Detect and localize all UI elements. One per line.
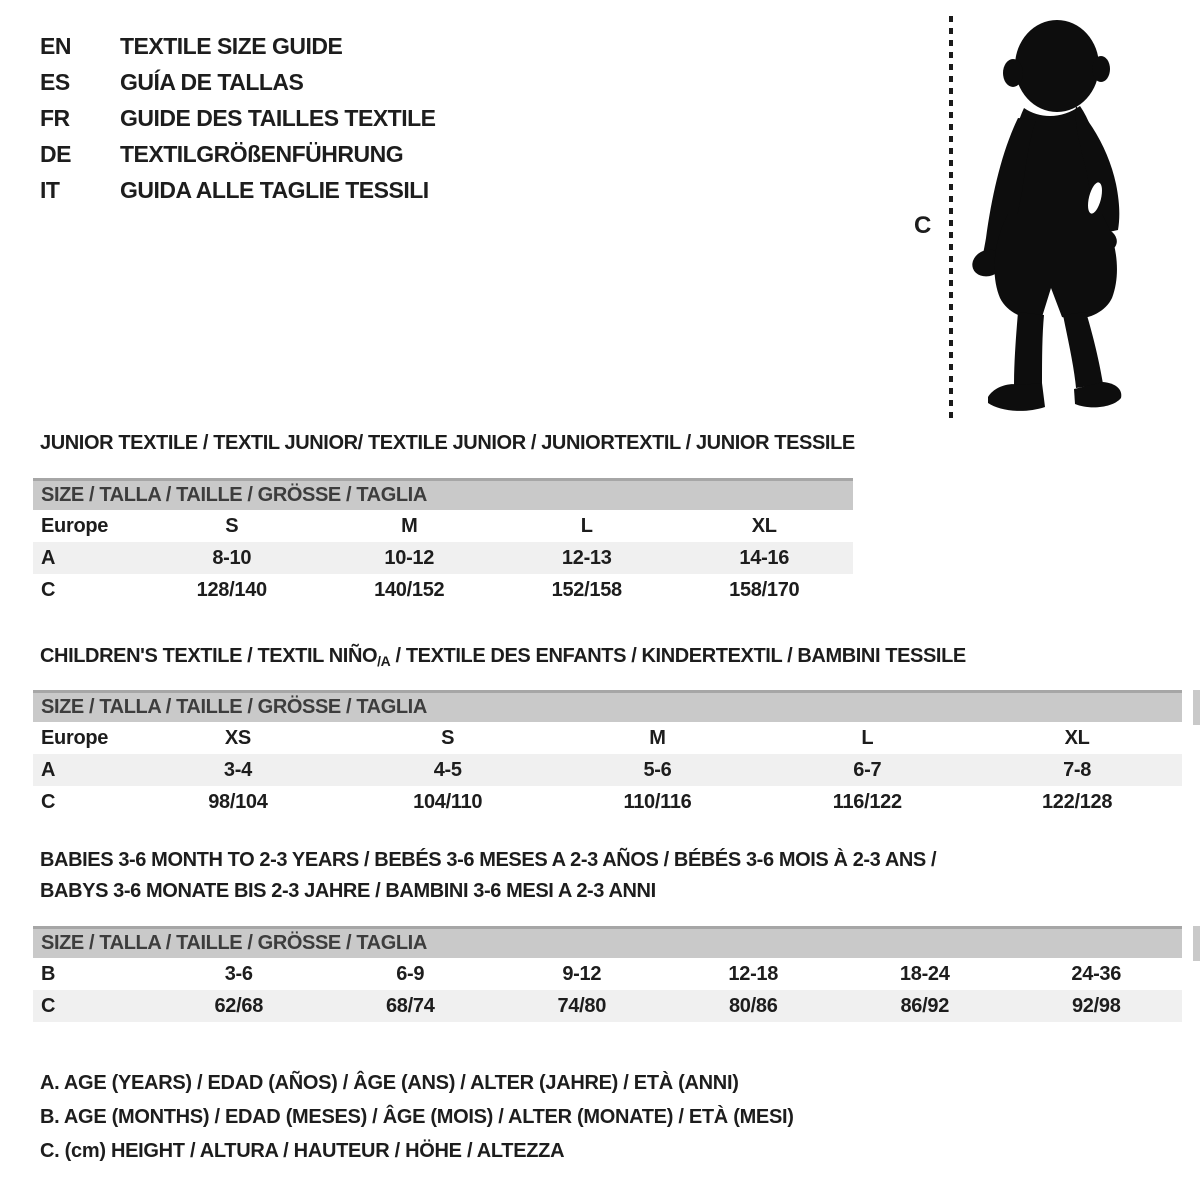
table-row — [33, 990, 1182, 1022]
babies-title-line1: BABIES 3-6 MONTH TO 2-3 YEARS / BEBÉS 3-6 MESES A 2-3 AÑOS / BÉBÉS 3-6 MOIS À 2-3 ANS / — [40, 849, 937, 871]
table-cell: 74/80 — [557, 994, 607, 1017]
language-title: TEXTILGRÖßENFÜHRUNG — [120, 140, 404, 167]
row-label: C — [41, 790, 56, 813]
table-row — [33, 754, 1182, 786]
language-row-en — [40, 28, 436, 64]
row-label: Europe — [41, 726, 109, 749]
table-cell: 7-8 — [1063, 758, 1092, 781]
table-cell: S — [441, 726, 455, 749]
language-code: ES — [40, 68, 70, 95]
size-header-bar: SIZE / TALLA / TAILLE / GRÖSSE / TAGLIA — [33, 690, 1182, 722]
footnotes — [40, 1066, 794, 1168]
children-title-sub: /A — [377, 653, 391, 669]
table-cell: S — [225, 514, 239, 537]
footnote-c: C. (cm) HEIGHT / ALTURA / HAUTEUR / HÖHE / ALTEZZA — [40, 1139, 565, 1162]
table-cell: XS — [224, 726, 251, 749]
table-cell: 140/152 — [374, 578, 445, 601]
table-cell: 12-18 — [728, 962, 779, 985]
table-row — [33, 958, 1182, 990]
language-title: GUÍA DE TALLAS — [120, 68, 304, 95]
table-cell: 122/128 — [1041, 790, 1113, 813]
table-cell: L — [861, 726, 874, 749]
table-cell: 6-7 — [853, 758, 882, 781]
size-header-bar: SIZE / TALLA / TAILLE / GRÖSSE / TAGLIA — [33, 478, 853, 510]
language-code: EN — [40, 32, 71, 59]
children-section-title — [40, 645, 966, 669]
table-cell: XL — [751, 514, 777, 537]
language-title: TEXTILE SIZE GUIDE — [120, 32, 343, 59]
babies-title-line2: BABYS 3-6 MONATE BIS 2-3 JAHRE / BAMBINI 3-6 MESI A 2-3 ANNI — [40, 880, 656, 902]
table-cell: 9-12 — [562, 962, 602, 985]
table-cell: XL — [1064, 726, 1090, 749]
table-cell: L — [580, 514, 593, 537]
row-label: A — [41, 758, 56, 781]
table-cell: 18-24 — [899, 962, 950, 985]
table-edge-sliver — [1193, 690, 1200, 725]
language-legend — [40, 28, 436, 208]
table-cell: 8-10 — [212, 546, 252, 569]
table-row — [33, 786, 1182, 818]
table-row — [33, 510, 853, 542]
table-cell: 128/140 — [196, 578, 267, 601]
language-row-it — [40, 172, 436, 208]
height-marker-label: C — [914, 212, 932, 239]
row-label: A — [41, 546, 56, 569]
table-cell: 152/158 — [551, 578, 622, 601]
table-cell: 80/86 — [728, 994, 778, 1017]
junior-size-table — [33, 478, 853, 606]
table-edge-sliver — [1193, 926, 1200, 961]
table-cell: 104/110 — [413, 790, 483, 813]
table-cell: 4-5 — [433, 758, 462, 781]
children-title-pre: CHILDREN'S TEXTILE / TEXTIL NIÑO — [40, 645, 378, 667]
table-cell: 24-36 — [1071, 962, 1122, 985]
table-cell: 158/170 — [729, 578, 800, 601]
table-cell: 14-16 — [739, 546, 790, 569]
language-row-es — [40, 64, 436, 100]
size-header-bar: SIZE / TALLA / TAILLE / GRÖSSE / TAGLIA — [33, 926, 1182, 958]
table-cell: 3-6 — [224, 962, 253, 985]
footnote-b: B. AGE (MONTHS) / EDAD (MESES) / ÂGE (MOIS) / ALTER (MONATE) / ETÀ (MESI) — [40, 1105, 794, 1128]
babies-section-title — [40, 845, 936, 907]
table-cell: M — [649, 726, 666, 749]
table-cell: 110/116 — [623, 790, 692, 813]
table-cell: 10-12 — [384, 546, 435, 569]
table-cell: 62/68 — [214, 994, 264, 1017]
junior-section-title: JUNIOR TEXTILE / TEXTIL JUNIOR/ TEXTILE JUNIOR / JUNIORTEXTIL / JUNIOR TESSILE — [40, 432, 855, 454]
row-label: C — [41, 994, 56, 1017]
language-title: GUIDA ALLE TAGLIE TESSILI — [120, 176, 429, 203]
table-cell: 92/98 — [1071, 994, 1121, 1017]
row-label: Europe — [41, 514, 109, 537]
table-cell: 6-9 — [396, 962, 425, 985]
language-code: FR — [40, 104, 70, 131]
row-label: B — [41, 962, 56, 985]
table-cell: 68/74 — [385, 994, 435, 1017]
toddler-silhouette-icon — [962, 16, 1142, 416]
footnote-a: A. AGE (YEARS) / EDAD (AÑOS) / ÂGE (ANS) / ALTER (JAHRE) / ETÀ (ANNI) — [40, 1071, 739, 1094]
table-row — [33, 574, 853, 606]
language-title: GUIDE DES TAILLES TEXTILE — [120, 104, 436, 131]
table-cell: 116/122 — [832, 790, 902, 813]
table-cell: 3-4 — [223, 758, 252, 781]
language-code: DE — [40, 140, 71, 167]
language-row-de — [40, 136, 436, 172]
table-cell: 86/92 — [900, 994, 950, 1017]
row-label: C — [41, 578, 56, 601]
babies-size-table — [33, 926, 1182, 1022]
table-cell: 5-6 — [643, 758, 672, 781]
language-code: IT — [40, 176, 60, 203]
language-row-fr — [40, 100, 436, 136]
children-size-table — [33, 690, 1182, 818]
table-cell: 12-13 — [561, 546, 612, 569]
table-cell: 98/104 — [208, 790, 268, 813]
table-cell: M — [401, 514, 418, 537]
height-measure-dashed-line — [949, 16, 953, 418]
children-title-post: / TEXTILE DES ENFANTS / KINDERTEXTIL / BAMBINI TESSILE — [390, 645, 966, 667]
table-row — [33, 722, 1182, 754]
table-row — [33, 542, 853, 574]
